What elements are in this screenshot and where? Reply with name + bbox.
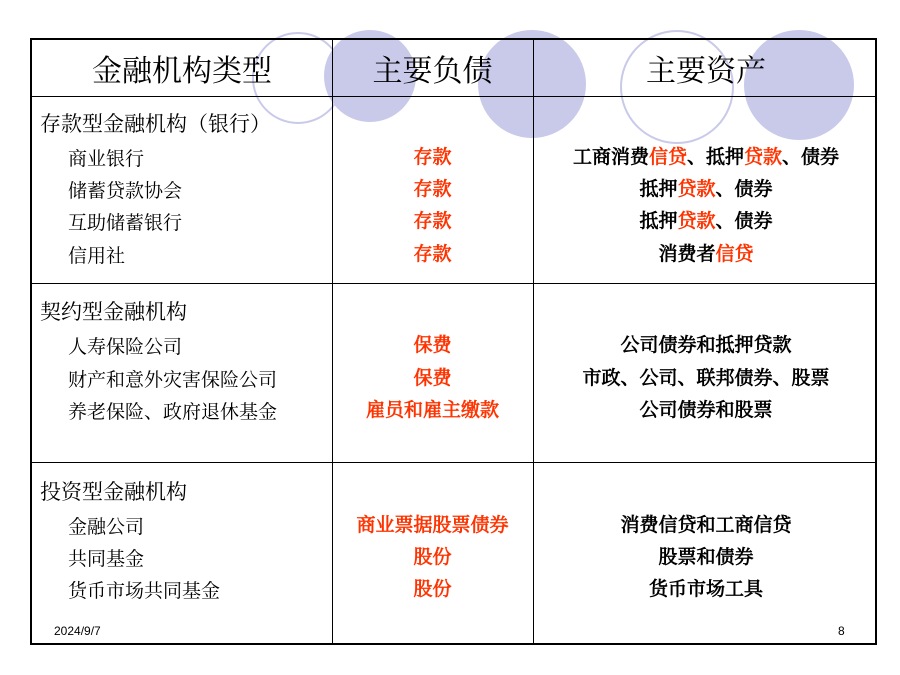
asset-text: 、债券 bbox=[715, 178, 773, 200]
category-deposit: 存款型金融机构（银行） bbox=[40, 112, 271, 136]
category-investment: 投资型金融机构 bbox=[40, 480, 187, 504]
asset-text: 股票和债券 bbox=[658, 546, 754, 568]
asset-text: 、债券 bbox=[782, 146, 840, 168]
asset-cell bbox=[533, 363, 879, 390]
institution-name: 商业银行 bbox=[68, 148, 145, 170]
asset-text: 抵押 bbox=[639, 178, 678, 200]
asset-cell bbox=[533, 510, 879, 537]
institution-name: 财产和意外灾害保险公司 bbox=[68, 369, 278, 391]
asset-cell bbox=[533, 330, 879, 357]
asset-cell bbox=[533, 142, 879, 169]
asset-text: 货币市场工具 bbox=[648, 578, 763, 600]
liability-cell: 商业票据股票债券 bbox=[356, 514, 509, 536]
institution-name: 金融公司 bbox=[68, 516, 145, 538]
category-contractual: 契约型金融机构 bbox=[40, 300, 187, 324]
liability-cell: 股份 bbox=[413, 546, 452, 568]
institution-name: 储蓄贷款协会 bbox=[68, 180, 183, 202]
institution-name: 货币市场共同基金 bbox=[68, 580, 221, 602]
institution-name: 互助储蓄银行 bbox=[68, 212, 183, 234]
institution-name: 共同基金 bbox=[68, 548, 145, 570]
header-main-liabilities: 主要负债 bbox=[372, 54, 493, 89]
slide-date: 2024/9/7 bbox=[54, 624, 101, 638]
institution-name: 养老保险、政府退休基金 bbox=[68, 401, 278, 423]
asset-highlight-text: 贷款 bbox=[677, 210, 716, 232]
liability-cell: 存款 bbox=[413, 243, 452, 265]
asset-cell bbox=[533, 395, 879, 422]
asset-cell bbox=[533, 239, 879, 266]
header-divider bbox=[32, 96, 875, 97]
asset-highlight-text: 信贷 bbox=[648, 146, 687, 168]
financial-institutions-table bbox=[30, 38, 877, 645]
asset-text: 、抵押 bbox=[686, 146, 744, 168]
asset-text: 消费者 bbox=[658, 243, 716, 265]
asset-highlight-text: 贷款 bbox=[677, 178, 716, 200]
liability-cell: 股份 bbox=[413, 578, 452, 600]
asset-text: 、债券 bbox=[715, 210, 773, 232]
institution-name: 人寿保险公司 bbox=[68, 336, 183, 358]
asset-cell bbox=[533, 542, 879, 569]
asset-cell bbox=[533, 574, 879, 601]
asset-text: 市政、公司、联邦债券、股票 bbox=[582, 367, 830, 389]
slide-page-number: 8 bbox=[838, 624, 845, 638]
section-divider bbox=[32, 283, 875, 284]
liability-cell: 存款 bbox=[413, 210, 452, 232]
institution-name: 信用社 bbox=[68, 245, 126, 267]
liability-cell: 保费 bbox=[413, 334, 452, 356]
asset-text: 公司债券和抵押贷款 bbox=[620, 334, 792, 356]
section-divider bbox=[32, 462, 875, 463]
asset-text: 公司债券和股票 bbox=[639, 399, 773, 421]
header-main-assets: 主要资产 bbox=[646, 54, 766, 89]
asset-cell bbox=[533, 206, 879, 233]
liability-cell: 雇员和雇主缴款 bbox=[365, 399, 499, 421]
liability-cell: 保费 bbox=[413, 367, 452, 389]
asset-highlight-text: 信贷 bbox=[715, 243, 754, 265]
asset-text: 消费信贷和工商信贷 bbox=[620, 514, 792, 536]
liability-cell: 存款 bbox=[413, 146, 452, 168]
liability-cell: 存款 bbox=[413, 178, 452, 200]
asset-text: 抵押 bbox=[639, 210, 678, 232]
asset-cell bbox=[533, 174, 879, 201]
asset-highlight-text: 贷款 bbox=[744, 146, 783, 168]
asset-text: 工商消费 bbox=[572, 146, 649, 168]
header-institution-type: 金融机构类型 bbox=[92, 54, 272, 89]
